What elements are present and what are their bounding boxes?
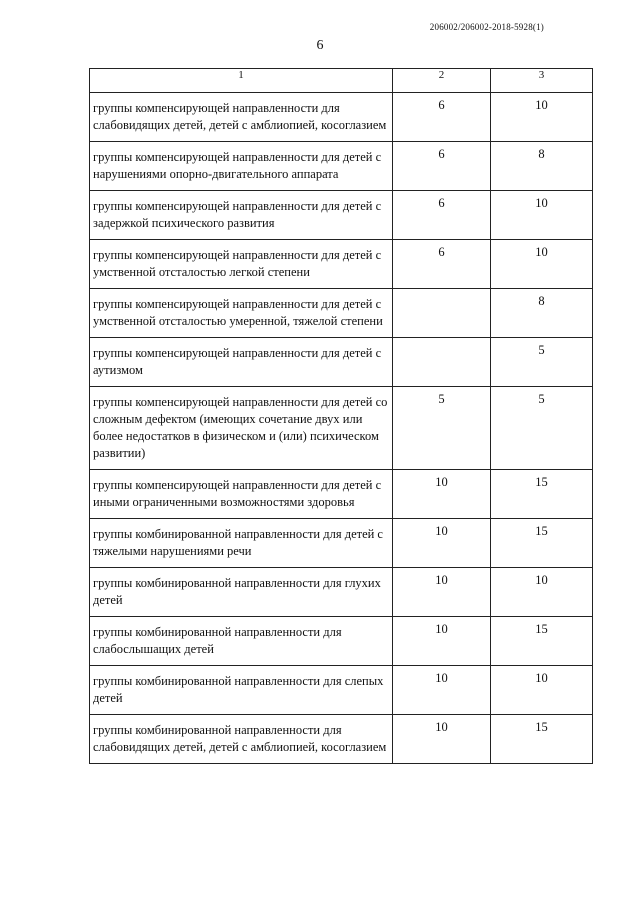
group-name-cell: группы компенсирующей направленности для детей с иными ограниченными возможностями здоровья: [90, 470, 393, 519]
col3-value-cell: 15: [491, 470, 593, 519]
col3-value-cell: 8: [491, 142, 593, 191]
table-row: [90, 568, 593, 617]
col3-value-cell: 15: [491, 715, 593, 764]
col3-value-cell: 5: [491, 387, 593, 470]
document-code: 206002/206002-2018-5928(1): [429, 22, 544, 32]
table-row: [90, 289, 593, 338]
group-name-cell: группы компенсирующей направленности для детей с нарушениями опорно-двигательного аппарата: [90, 142, 393, 191]
col2-value-cell: 10: [393, 470, 491, 519]
column-header-1: 1: [90, 69, 393, 93]
column-header-2: 2: [393, 69, 491, 93]
col2-value-cell: 6: [393, 191, 491, 240]
table-row: [90, 142, 593, 191]
table-row: [90, 240, 593, 289]
col2-value-cell: 10: [393, 666, 491, 715]
group-name-cell: группы комбинированной направленности для слабослышащих детей: [90, 617, 393, 666]
column-header-3: 3: [491, 69, 593, 93]
group-name-cell: группы комбинированной направленности для слепых детей: [90, 666, 393, 715]
group-name-cell: группы компенсирующей направленности для слабовидящих детей, детей с амблиопией, косоглазием: [90, 93, 393, 142]
table-row: [90, 617, 593, 666]
table-row: [90, 191, 593, 240]
col2-value-cell: 10: [393, 568, 491, 617]
col2-value-cell: 10: [393, 715, 491, 764]
table-row: [90, 338, 593, 387]
group-name-cell: группы компенсирующей направленности для детей со сложным дефектом (имеющих сочетание двух или более недостатков в физическом и (или) психическом развитии): [90, 387, 393, 470]
col2-value-cell: [393, 338, 491, 387]
col2-value-cell: [393, 289, 491, 338]
col2-value-cell: 10: [393, 519, 491, 568]
col3-value-cell: 5: [491, 338, 593, 387]
col2-value-cell: 10: [393, 617, 491, 666]
norms-table: [89, 68, 593, 764]
group-name-cell: группы комбинированной направленности для слабовидящих детей, детей с амблиопией, косоглазием: [90, 715, 393, 764]
col3-value-cell: 10: [491, 93, 593, 142]
group-name-cell: группы компенсирующей направленности для детей с умственной отсталостью умеренной, тяжелой степени: [90, 289, 393, 338]
table-row: [90, 387, 593, 470]
col3-value-cell: 10: [491, 666, 593, 715]
col2-value-cell: 6: [393, 240, 491, 289]
table-row: [90, 519, 593, 568]
col3-value-cell: 10: [491, 191, 593, 240]
group-name-cell: группы компенсирующей направленности для детей с умственной отсталостью легкой степени: [90, 240, 393, 289]
col2-value-cell: 6: [393, 142, 491, 191]
col2-value-cell: 6: [393, 93, 491, 142]
group-name-cell: группы компенсирующей направленности для детей с задержкой психического развития: [90, 191, 393, 240]
col3-value-cell: 15: [491, 519, 593, 568]
group-name-cell: группы комбинированной направленности для детей с тяжелыми нарушениями речи: [90, 519, 393, 568]
col3-value-cell: 8: [491, 289, 593, 338]
group-name-cell: группы комбинированной направленности для глухих детей: [90, 568, 393, 617]
table-row: [90, 470, 593, 519]
table-header-row: [90, 69, 593, 93]
col2-value-cell: 5: [393, 387, 491, 470]
table-row: [90, 715, 593, 764]
page-number: 6: [316, 38, 324, 53]
col3-value-cell: 10: [491, 240, 593, 289]
group-name-cell: группы компенсирующей направленности для детей с аутизмом: [90, 338, 393, 387]
col3-value-cell: 10: [491, 568, 593, 617]
col3-value-cell: 15: [491, 617, 593, 666]
table-row: [90, 666, 593, 715]
table-row: [90, 93, 593, 142]
